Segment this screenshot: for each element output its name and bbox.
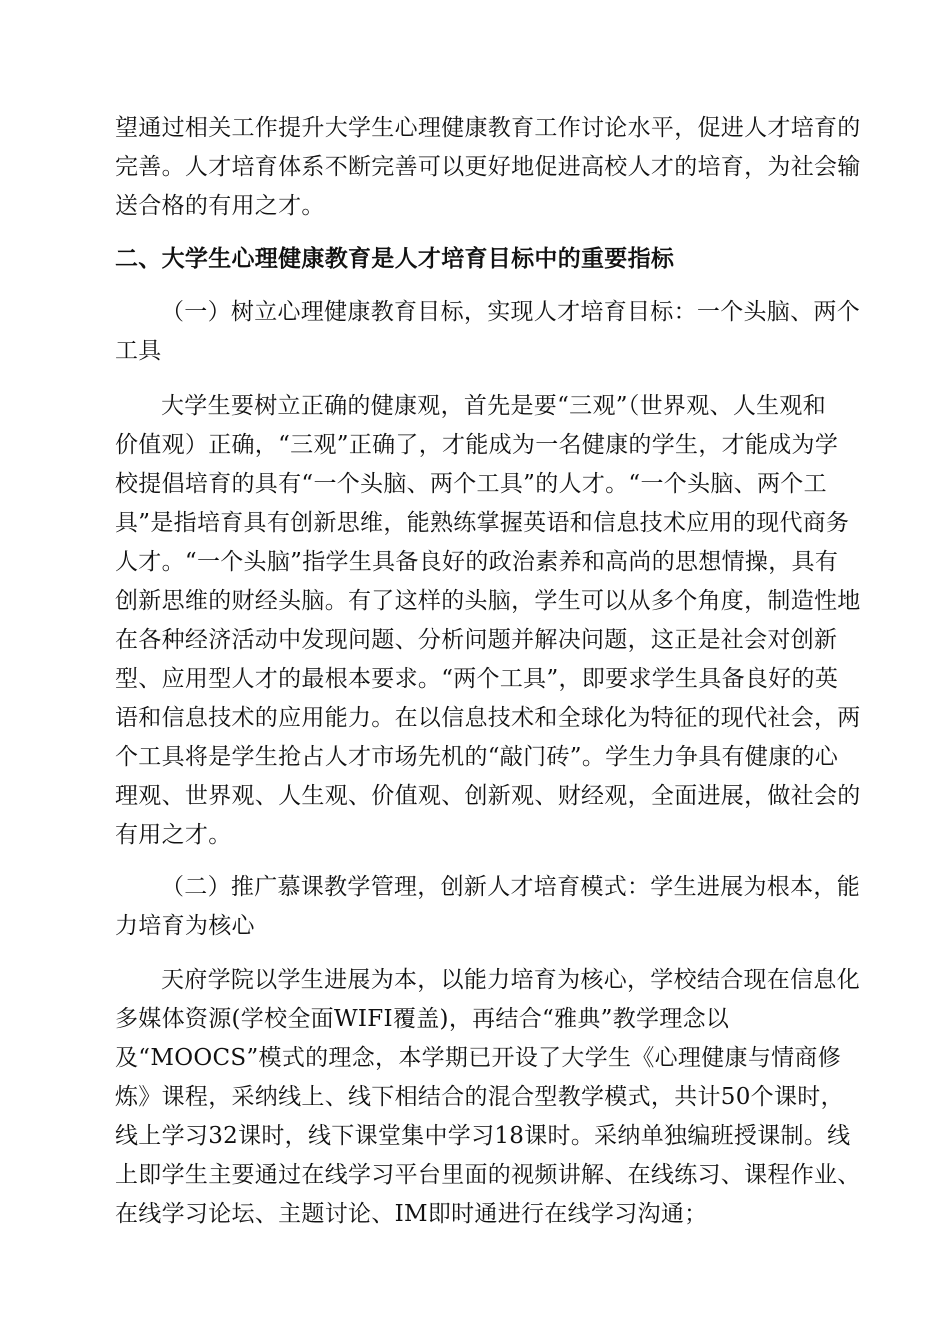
body-line: 大学生要树立正确的健康观，首先是要“三观”（世界观、人生观和	[161, 393, 827, 419]
body-line: 在线学习论坛、主题讨论、IM即时通进行在线学习沟通；	[115, 1201, 708, 1227]
body-line: 校提倡培育的具有“一个头脑、两个工具”的人才。“一个头脑、两个工	[115, 471, 827, 497]
body-line: 多媒体资源(学校全面WIFI覆盖)，再结合“雅典”教学理念以	[115, 1006, 730, 1032]
body-line: 价值观）正确，“三观”正确了，才能成为一名健康的学生，才能成为学	[115, 432, 839, 458]
body-line: 型、应用型人才的最根本要求。“两个工具”，即要求学生具备良好的英	[115, 666, 839, 692]
body-line: 创新思维的财经头脑。有了这样的头脑，学生可以从多个角度，制造性地	[115, 588, 861, 614]
body-line: 在各种经济活动中发现问题、分析问题并解决问题，这正是社会对创新	[115, 627, 838, 653]
body-line: 天府学院以学生进展为本，以能力培育为核心，学校结合现在信息化	[161, 967, 860, 993]
body-line: 具”是指培育具有创新思维，能熟练掌握英语和信息技术应用的现代商务	[115, 510, 850, 536]
body-line: 语和信息技术的应用能力。在以信息技术和全球化为特征的现代社会，两	[115, 705, 861, 731]
subheading-line: （二）推广慕课教学管理，创新人才培育模式：学生进展为根本，能	[161, 874, 860, 900]
body-line: 及“MOOCS”模式的理念，本学期已开设了大学生《心理健康与情商修	[115, 1045, 842, 1071]
body-line: 炼》课程，采纳线上、线下相结合的混合型教学模式，共计50个课时，	[115, 1084, 844, 1110]
subheading-line: 工具	[115, 338, 162, 364]
subheading-line: 力培育为核心	[115, 913, 255, 939]
body-line: 有用之才。	[115, 822, 232, 848]
section-heading: 二、大学生心理健康教育是人才培育目标中的重要指标	[115, 246, 675, 272]
body-line: 完善。人才培育体系不断完善可以更好地促进高校人才的培育，为社会输	[115, 154, 861, 180]
body-line: 人才。“一个头脑”指学生具备良好的政治素养和高尚的思想情操，具有	[115, 549, 839, 575]
body-line: 个工具将是学生抢占人才市场先机的“敲门砖”。学生力争具有健康的心	[115, 744, 839, 770]
body-line: 线上学习32课时，线下课堂集中学习18课时。采纳单独编班授课制。线	[115, 1123, 851, 1149]
body-line: 望通过相关工作提升大学生心理健康教育工作讨论水平，促进人才培育的	[115, 115, 861, 141]
body-line: 上即学生主要通过在线学习平台里面的视频讲解、在线练习、课程作业、	[115, 1162, 861, 1188]
subheading-line: （一）树立心理健康教育目标，实现人才培育目标：一个头脑、两个	[161, 299, 860, 325]
body-line: 理观、世界观、人生观、价值观、创新观、财经观，全面进展，做社会的	[115, 783, 861, 809]
body-line: 送合格的有用之才。	[115, 193, 325, 219]
